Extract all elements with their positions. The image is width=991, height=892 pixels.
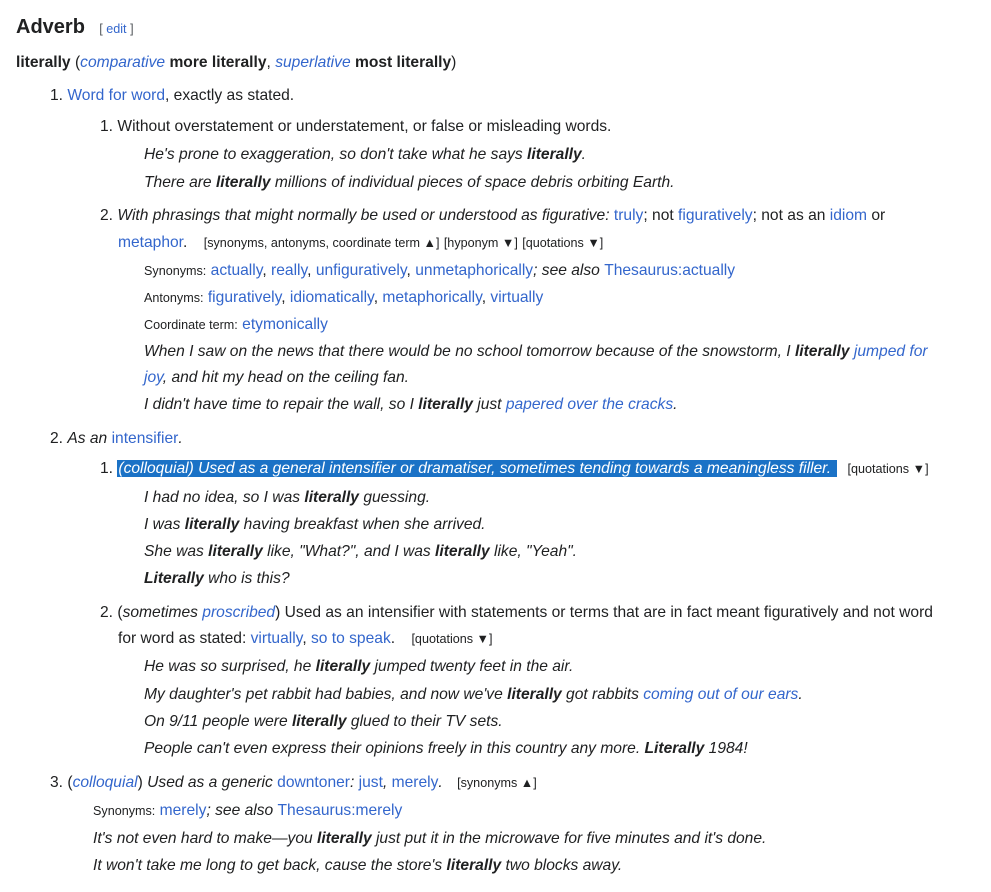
word-for-word-link[interactable]: Word for word: [67, 87, 165, 104]
synonyms-label: Synonyms:: [93, 804, 156, 818]
usage-example: I had no idea, so I was literally guessing.: [144, 489, 431, 506]
usage-example: Literally who is this?: [144, 570, 290, 587]
antonym-link[interactable]: metaphorically: [382, 289, 482, 306]
antonym-link[interactable]: idiomatically: [289, 289, 374, 306]
sense-number: 2.: [100, 604, 114, 621]
antonyms-label: Antonyms:: [144, 291, 204, 305]
sense-number: 3.: [50, 774, 64, 791]
sense-1: [50, 86, 294, 106]
antonyms-line: Antonyms: figuratively, idiomatically, metaphorically, virtually: [144, 289, 544, 306]
usage-example: My daughter's pet rabbit had babies, and now we've literally got rabbits coming out of our ears.: [144, 686, 803, 703]
comparative-link[interactable]: comparative: [80, 54, 166, 71]
sense-3: 3. (colloquial) Used as a generic downtoner: just, merely. [synonyms ▲]: [50, 774, 537, 791]
truly-link[interactable]: truly: [613, 207, 644, 224]
jumped-for-joy-link[interactable]: jumped for: [853, 343, 928, 360]
selected-text-highlight[interactable]: (colloquial) Used as a general intensifier or dramatiser, sometimes tending towards a meaningless filler.: [117, 460, 837, 477]
papered-over-the-cracks-link[interactable]: papered over the cracks: [505, 396, 674, 413]
virtually-link[interactable]: virtually: [250, 630, 303, 647]
colloquial-link[interactable]: colloquial: [123, 460, 189, 477]
sense-1-1: [100, 117, 611, 137]
edit-link[interactable]: edit: [106, 22, 127, 36]
usage-example: He was so surprised, he literally jumped twenty feet in the air.: [144, 658, 574, 675]
section-heading: [16, 15, 134, 41]
thesaurus-link[interactable]: Thesaurus:merely: [277, 802, 403, 819]
sense-number: 2.: [100, 207, 114, 224]
thesaurus-link[interactable]: Thesaurus:actually: [604, 262, 736, 279]
sense-number: 1.: [100, 460, 114, 477]
superlative-link[interactable]: superlative: [275, 54, 351, 71]
synonyms-line: Synonyms: merely; see also Thesaurus:merely: [93, 802, 403, 819]
idiom-link[interactable]: idiom: [829, 207, 868, 224]
toggle-synonyms[interactable]: [synonyms, antonyms, coordinate term ▲]: [203, 236, 440, 250]
toggle-quotations[interactable]: [quotations ▼]: [411, 632, 493, 646]
usage-example: I was literally having breakfast when she arrived.: [144, 516, 486, 533]
sense-1-2: 2. With phrasings that might normally be used or understood as figurative: truly; not figuratively; not as an idiom or: [100, 207, 886, 224]
jumped-for-joy-link[interactable]: joy: [144, 369, 163, 386]
sense-number: 1.: [50, 87, 64, 104]
headword: literally: [16, 54, 71, 71]
usage-example: He's prone to exaggeration, so don't take what he says literally.: [144, 146, 586, 163]
synonym-link[interactable]: unfiguratively: [315, 262, 407, 279]
toggle-quotations[interactable]: [quotations ▼]: [847, 462, 929, 476]
sense-2-2-cont: for word as stated: virtually, so to speak. [quotations ▼]: [118, 630, 493, 647]
usage-example: People can't even express their opinions freely in this country any more. Literally 1984!: [144, 740, 748, 757]
comparative-form: more literally: [169, 54, 267, 71]
coming-out-of-our-ears-link[interactable]: coming out of our ears: [643, 686, 799, 703]
intensifier-link[interactable]: intensifier: [111, 430, 179, 447]
synonyms-label: Synonyms:: [144, 264, 207, 278]
toggle-synonyms[interactable]: [synonyms ▲]: [457, 776, 537, 790]
just-link[interactable]: just: [358, 774, 383, 791]
usage-example: I didn't have time to repair the wall, so I literally just papered over the cracks.: [144, 396, 678, 413]
sense-number: 2.: [50, 430, 64, 447]
usage-example: It's not even hard to make—you literally just put it in the microwave for five minutes and it's done.: [93, 830, 767, 847]
figuratively-link[interactable]: figuratively: [678, 207, 753, 224]
antonym-link[interactable]: virtually: [490, 289, 544, 306]
synonym-link[interactable]: actually: [210, 262, 263, 279]
sense-2-2: 2. (sometimes proscribed) Used as an intensifier with statements or terms that are in fact meant figuratively and not word: [100, 604, 933, 621]
antonym-link[interactable]: figuratively: [207, 289, 282, 306]
sense-1-2-cont: metaphor. [synonyms, antonyms, coordinate term ▲] [hyponym ▼] [quotations ▼]: [118, 234, 604, 251]
usage-example: She was literally like, "What?", and I was literally like, "Yeah".: [144, 543, 578, 560]
sense-number: 1.: [100, 118, 114, 135]
usage-example: It won't take me long to get back, cause the store's literally two blocks away.: [93, 857, 623, 874]
so-to-speak-link[interactable]: so to speak: [310, 630, 391, 647]
usage-example-cont: joy, and hit my head on the ceiling fan.: [144, 369, 409, 386]
synonym-link[interactable]: really: [271, 262, 308, 279]
synonyms-line: Synonyms: actually, really, unfiguratively, unmetaphorically; see also Thesaurus:actually: [144, 262, 736, 279]
metaphor-link[interactable]: metaphor: [118, 234, 184, 251]
superlative-form: most literally: [354, 54, 452, 71]
proscribed-link[interactable]: proscribed: [202, 604, 276, 621]
sense-text: Without overstatement or understatement, or false or misleading words.: [117, 118, 612, 135]
synonym-link[interactable]: unmetaphorically: [415, 262, 534, 279]
synonym-link[interactable]: merely: [159, 802, 207, 819]
toggle-quotations[interactable]: [quotations ▼]: [522, 236, 604, 250]
edit-link-wrapper: [ edit ]: [99, 22, 134, 36]
coordinate-term-label: Coordinate term:: [144, 318, 238, 332]
usage-example: On 9/11 people were literally glued to their TV sets.: [144, 713, 503, 730]
sense-2-1: [100, 459, 929, 479]
sense-2: 2. As an intensifier.: [50, 430, 183, 447]
usage-example: When I saw on the news that there would be no school tomorrow because of the snowstorm, I literally jumped for: [144, 343, 928, 360]
section-title: Adverb: [16, 16, 85, 38]
usage-example: There are literally millions of individual pieces of space debris orbiting Earth.: [144, 174, 675, 191]
colloquial-link[interactable]: colloquial: [72, 774, 138, 791]
headword-line: literally (comparative more literally, superlative most literally): [16, 54, 457, 71]
merely-link[interactable]: merely: [391, 774, 439, 791]
toggle-hyponym[interactable]: [hyponym ▼]: [443, 236, 518, 250]
coordinate-term-link[interactable]: etymonically: [242, 316, 328, 333]
sense-text: , exactly as stated.: [165, 87, 295, 104]
coordinate-term-line: [144, 315, 328, 335]
downtoner-link[interactable]: downtoner: [277, 774, 350, 791]
